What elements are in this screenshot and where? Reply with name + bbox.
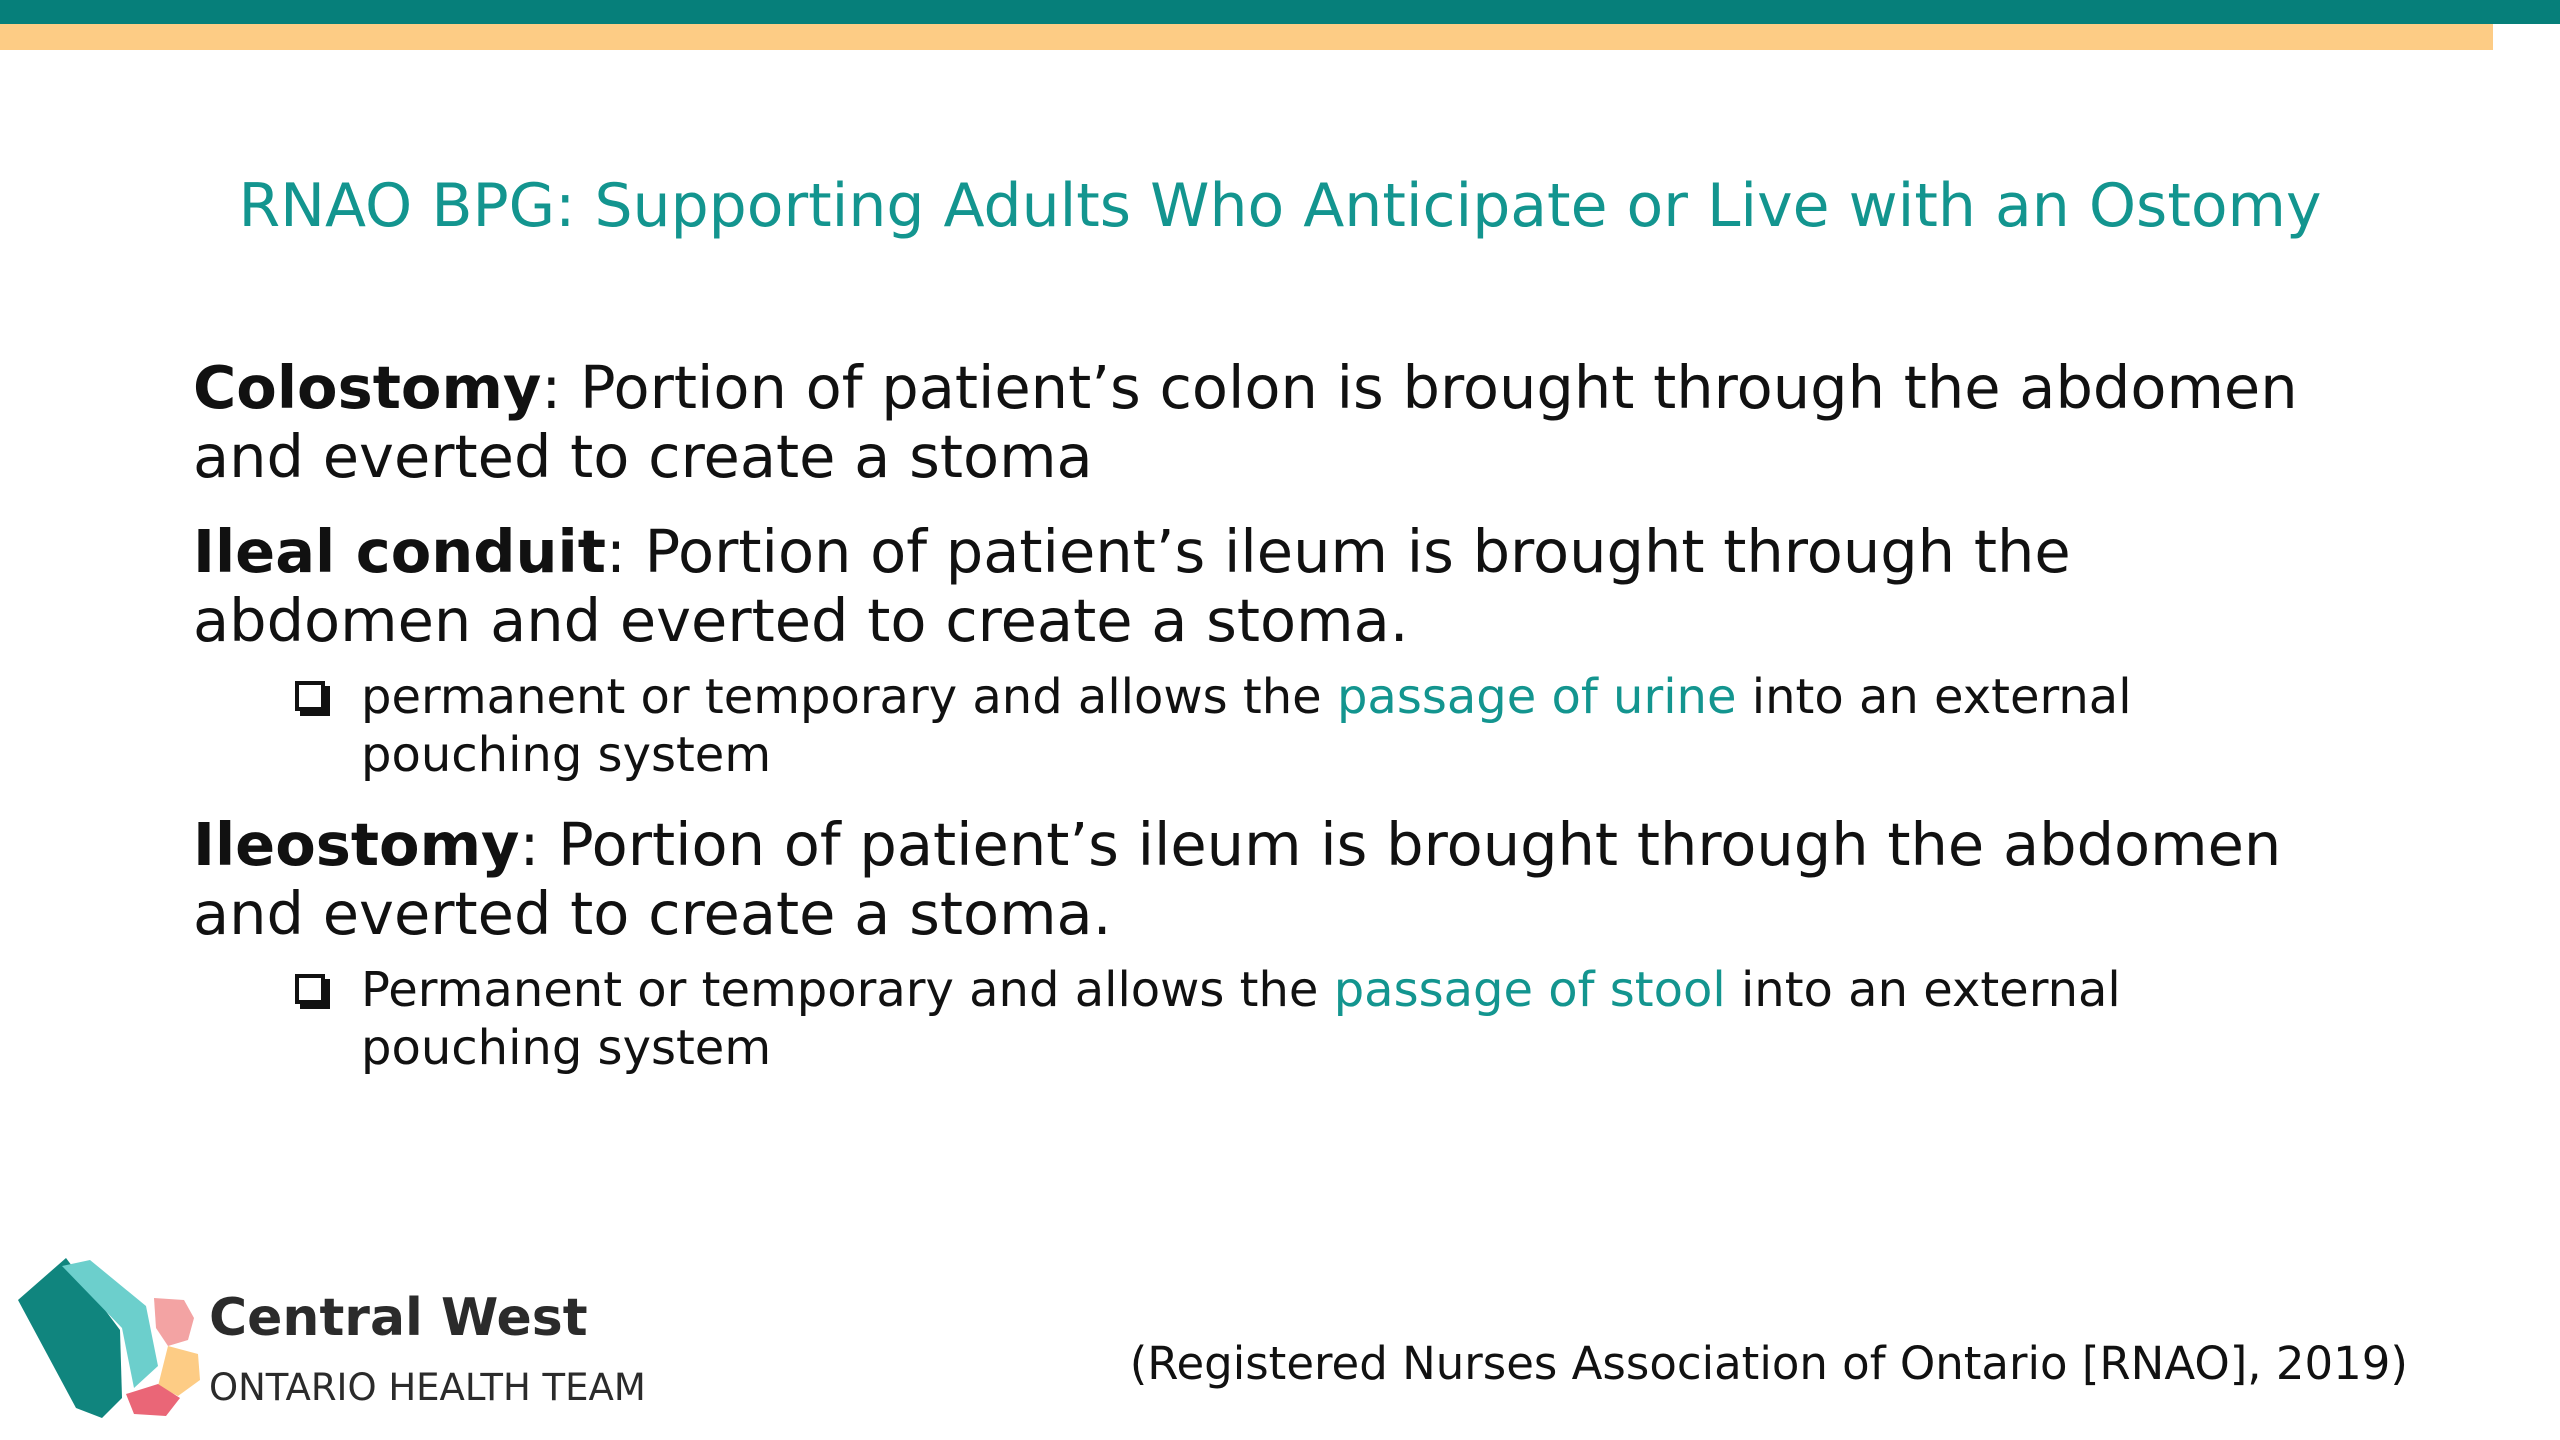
bullet-highlight-text: passage of stool [1333,962,1726,1018]
top-orange-bar [0,24,2493,50]
slide-content [193,353,2313,1077]
citation: (Registered Nurses Association of Ontario [RNAO], 2019) [1129,1337,2408,1390]
bullet-highlight-text: passage of urine [1336,669,1737,725]
definition-ileal-conduit [193,517,2313,655]
bullet-text-before: permanent or temporary and allows the [361,669,1337,725]
bullet-text-after: into an external pouching system [361,962,2121,1076]
bullet-text-after: into an external pouching system [361,669,2132,783]
logo-shape-pink [154,1298,194,1346]
bullet-ileal-conduit [193,668,2313,784]
definition-description: : Portion of patient’s colon is brought through the abdomen and everted to create a stoma [193,353,2298,491]
definition-ileostomy [193,810,2313,948]
top-teal-bar [0,0,2560,24]
definition-description: : Portion of patient’s ileum is brought through the abdomen and everted to create a stoma. [193,517,2071,655]
checkbox-bullet-icon [295,974,325,1004]
definition-term: Colostomy [193,353,542,422]
definition-term: Ileostomy [193,810,520,879]
slide-title: RNAO BPG: Supporting Adults Who Anticipate or Live with an Ostomy [238,171,2322,241]
logo-name-line1: Central West [209,1288,588,1348]
definition-term: Ileal conduit [193,517,606,586]
logo-name-line2: ONTARIO HEALTH TEAM [209,1366,646,1409]
definition-colostomy [193,353,2313,491]
ontario-map-logo-icon [18,1258,200,1418]
bullet-ileostomy [193,961,2313,1077]
definition-description: : Portion of patient’s ileum is brought through the abdomen and everted to create a stoma. [193,810,2282,948]
checkbox-bullet-icon [295,681,325,711]
bullet-text-before: Permanent or temporary and allows the [361,962,1334,1018]
